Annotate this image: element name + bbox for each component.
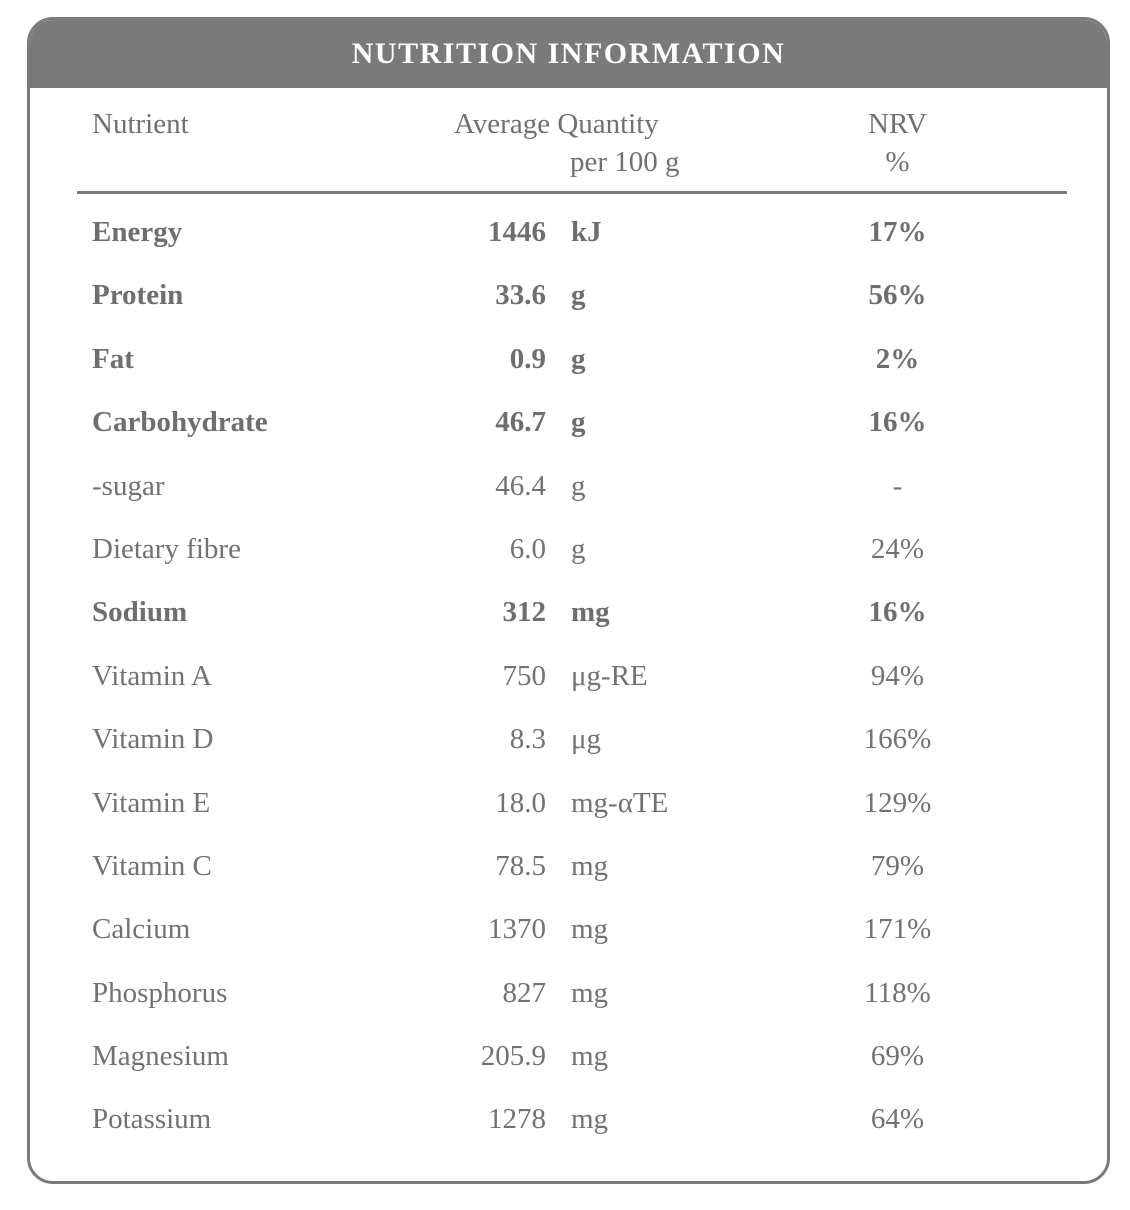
nutrient-nrv: 24% (870, 532, 925, 565)
nutrient-name: Vitamin C (92, 849, 212, 882)
nutrient-unit: mg (571, 1103, 609, 1136)
nutrient-name: Carbohydrate (92, 406, 268, 439)
nutrient-name: Vitamin A (92, 659, 212, 692)
nutrient-rows (30, 202, 1107, 1153)
nutrient-nrv: 94% (870, 659, 925, 692)
nutrient-quantity: 827 (502, 976, 546, 1009)
nutrient-unit: g (571, 279, 586, 312)
nutrient-unit: μg (571, 723, 602, 756)
panel-title: NUTRITION INFORMATION (30, 20, 1107, 88)
header-nutrient: Nutrient (92, 108, 189, 140)
nutrient-unit: mg (571, 913, 609, 946)
nutrient-nrv: 166% (863, 723, 932, 756)
nutrient-quantity: 33.6 (495, 279, 546, 312)
nutrient-nrv: 16% (868, 406, 927, 439)
nutrient-unit: g (571, 469, 586, 502)
nutrient-unit: μg-RE (571, 659, 648, 692)
nutrient-unit: mg-αTE (571, 786, 669, 819)
nutrient-name: Fat (92, 342, 134, 375)
nutrition-panel (27, 17, 1110, 1184)
nutrient-name: Energy (92, 216, 183, 248)
nutrient-unit: mg (571, 849, 609, 882)
nutrient-name: Sodium (92, 596, 188, 629)
table-row (30, 646, 1107, 709)
table-row (30, 582, 1107, 645)
table-row (30, 456, 1107, 519)
nutrient-unit: g (571, 532, 586, 565)
nutrient-unit: mg (571, 596, 610, 629)
nutrient-nrv: 171% (863, 913, 932, 946)
table-row (30, 329, 1107, 392)
nutrient-unit: g (571, 342, 586, 375)
header-nrv: NRV (868, 108, 927, 140)
nutrient-nrv: 118% (864, 976, 931, 1009)
nutrient-quantity: 205.9 (480, 1040, 546, 1073)
nutrient-quantity: 6.0 (509, 532, 546, 565)
nutrient-nrv: 69% (870, 1040, 925, 1073)
table-row (30, 963, 1107, 1026)
header-divider (77, 191, 1067, 194)
table-row (30, 899, 1107, 962)
nutrient-quantity: 78.5 (495, 849, 546, 882)
nutrient-name: Calcium (92, 913, 191, 946)
nutrient-name: Vitamin D (92, 723, 214, 756)
header-per-100g: per 100 g (570, 146, 680, 178)
nutrient-quantity: 750 (502, 659, 546, 692)
nutrient-name: Protein (92, 279, 184, 312)
table-row (30, 773, 1107, 836)
nutrient-nrv: 129% (863, 786, 932, 819)
nutrient-quantity: 8.3 (509, 723, 546, 756)
table-row (30, 1089, 1107, 1152)
nutrient-name: Potassium (92, 1103, 212, 1136)
nutrient-quantity: 312 (502, 596, 546, 629)
nutrient-quantity: 1446 (488, 216, 546, 248)
nutrient-nrv: 16% (868, 596, 927, 629)
table-row (30, 519, 1107, 582)
nutrient-quantity: 46.7 (495, 406, 546, 439)
nutrient-unit: mg (571, 976, 609, 1009)
nutrient-name: Dietary fibre (92, 532, 241, 565)
nutrient-unit: mg (571, 1040, 609, 1073)
table-row (30, 202, 1107, 265)
table-row (30, 1026, 1107, 1089)
nutrient-quantity: 1278 (488, 1103, 546, 1136)
nutrient-unit: g (571, 406, 586, 439)
nutrient-nrv: 64% (870, 1103, 925, 1136)
table-row (30, 836, 1107, 899)
nutrient-nrv: 79% (870, 849, 925, 882)
table-row (30, 265, 1107, 328)
nutrient-name: Magnesium (92, 1040, 229, 1073)
table-row (30, 709, 1107, 772)
nutrient-name: -sugar (92, 469, 165, 502)
header-average-quantity: Average Quantity (454, 108, 659, 140)
nutrient-name: Vitamin E (92, 786, 211, 819)
nutrient-quantity: 1370 (488, 913, 546, 946)
nutrient-nrv: 2% (875, 342, 920, 375)
table-row (30, 392, 1107, 455)
nutrient-quantity: 18.0 (495, 786, 546, 819)
nutrient-nrv: - (892, 469, 903, 502)
nutrient-quantity: 0.9 (509, 342, 546, 375)
nutrient-unit: kJ (571, 216, 602, 248)
nutrient-name: Phosphorus (92, 976, 228, 1009)
header-nrv-percent: % (885, 146, 910, 178)
table-header (30, 88, 1107, 193)
nutrient-quantity: 46.4 (495, 469, 546, 502)
nutrient-nrv: 17% (868, 216, 927, 248)
nutrient-nrv: 56% (868, 279, 927, 312)
